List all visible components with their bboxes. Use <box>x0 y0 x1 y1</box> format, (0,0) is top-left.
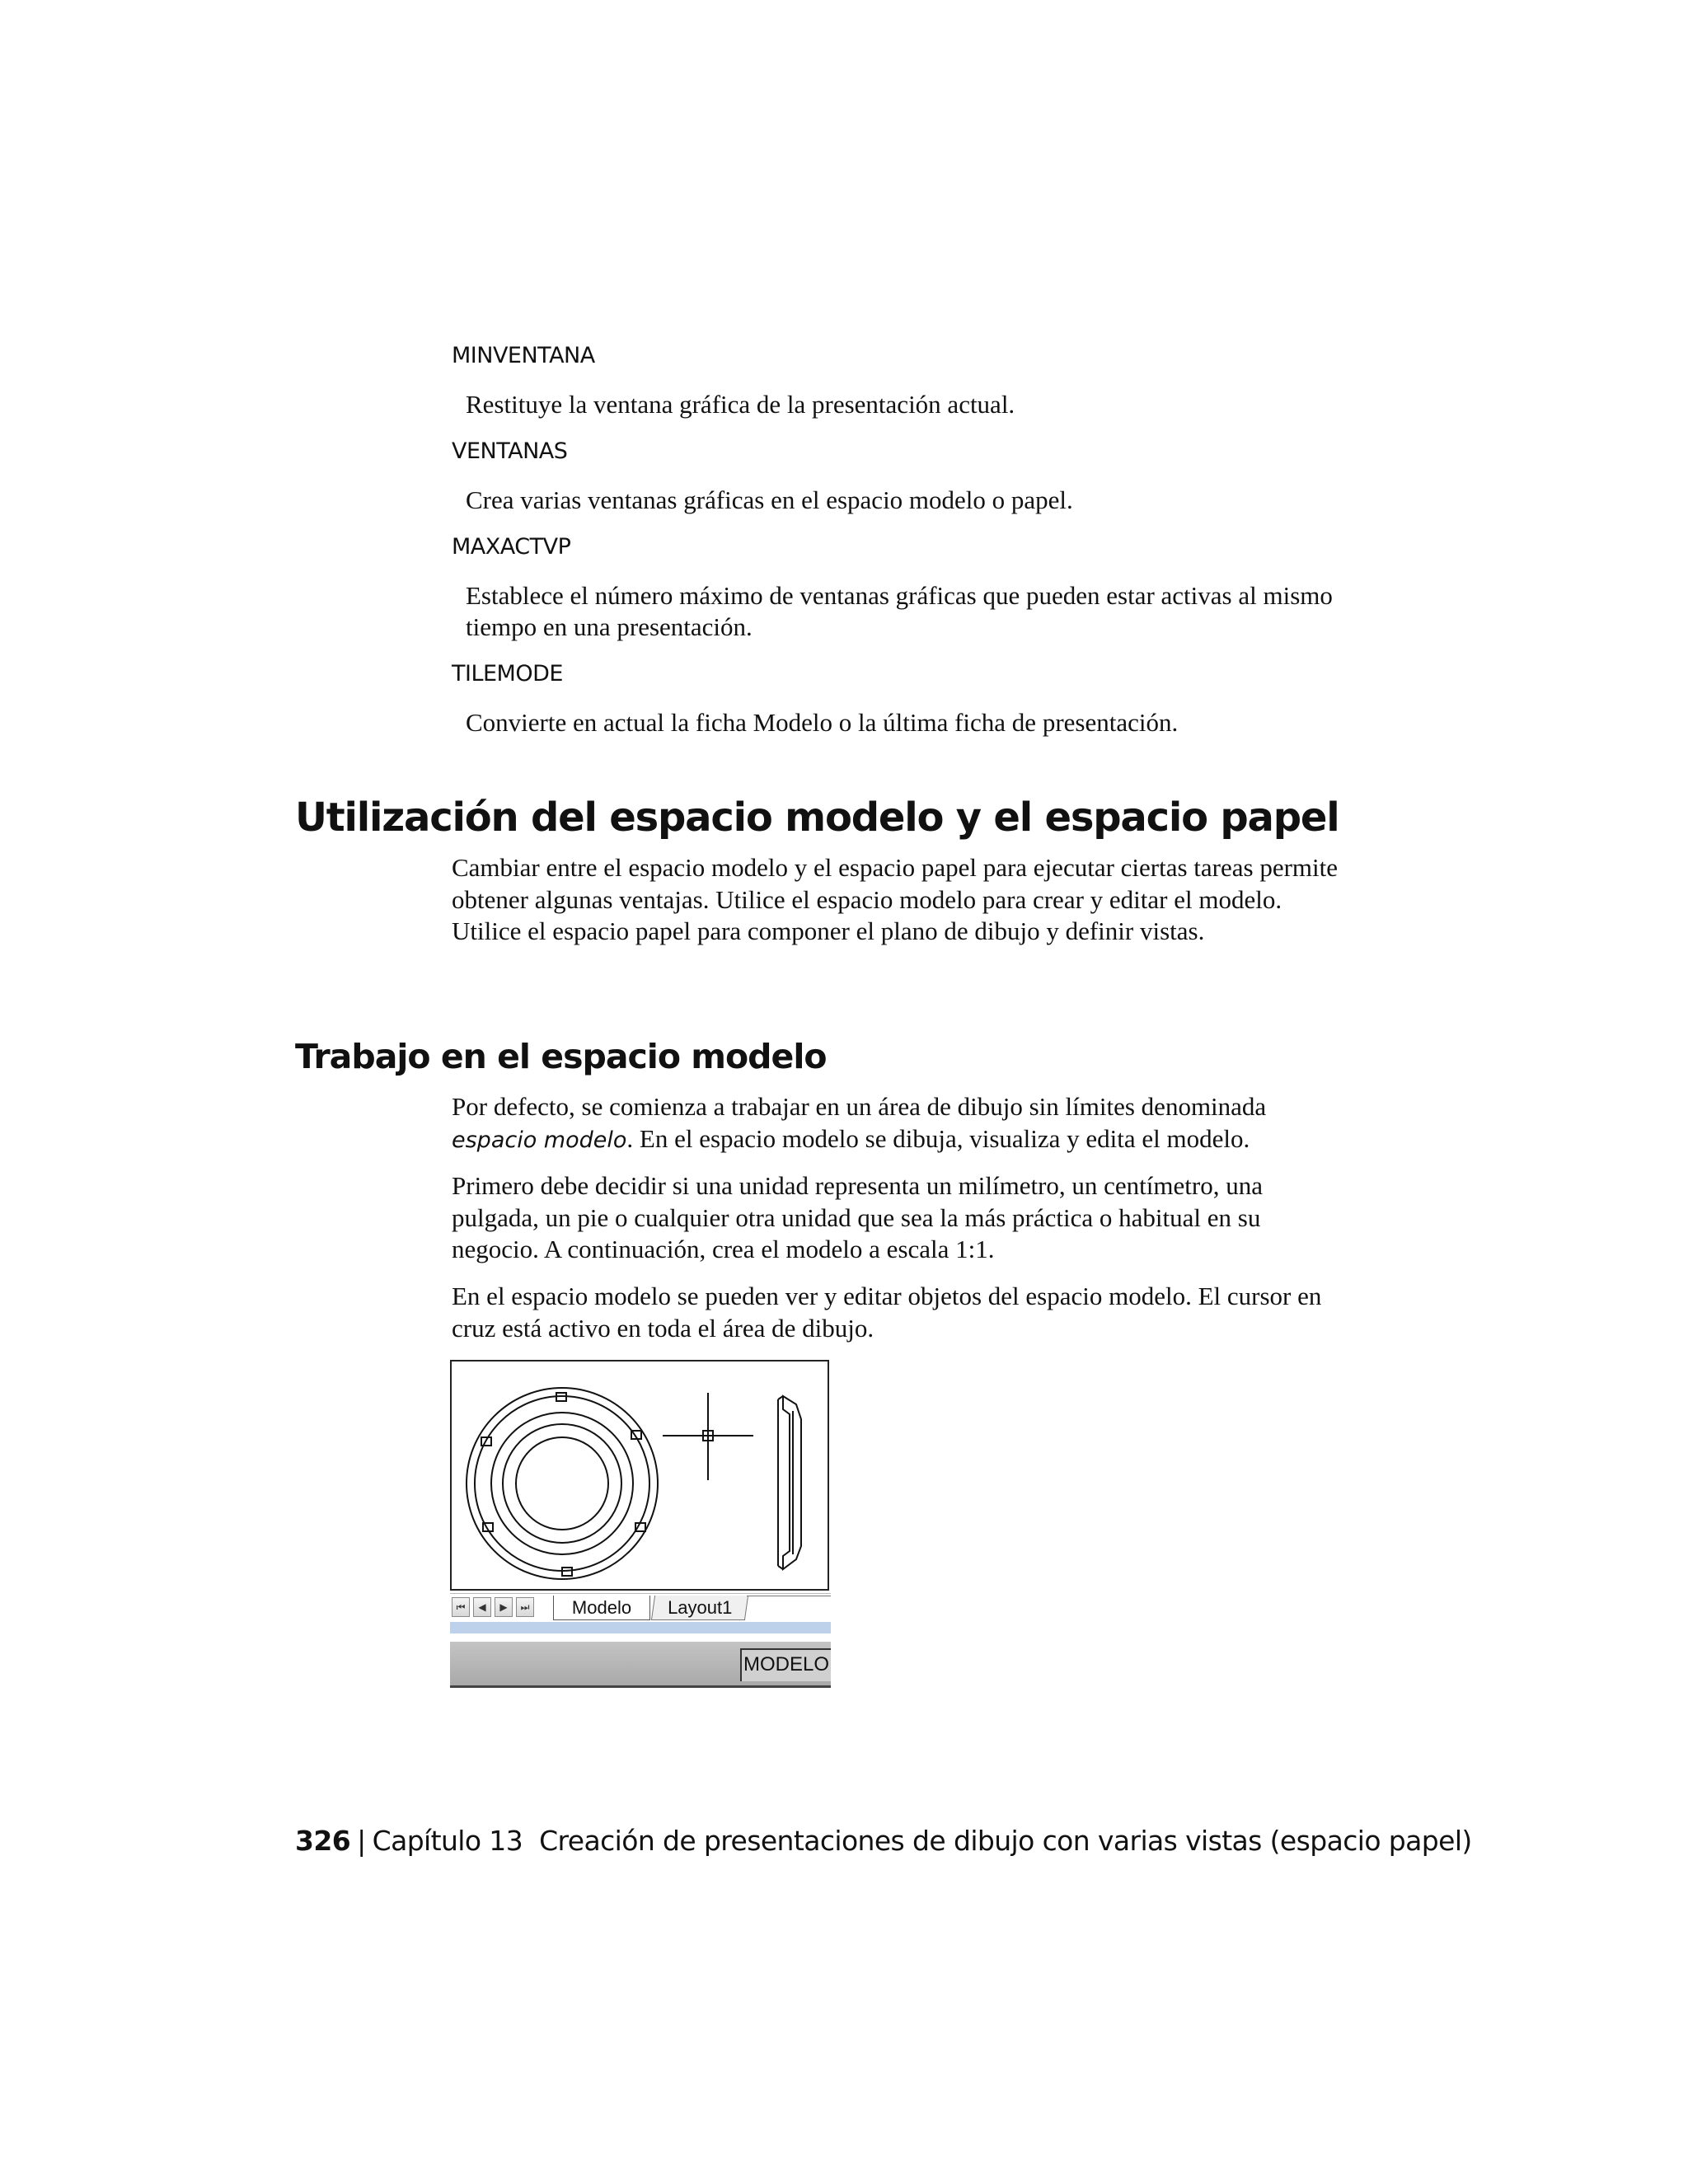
next-tab-button[interactable]: ▶ <box>495 1597 513 1617</box>
last-tab-button[interactable]: ⏭ <box>516 1597 534 1617</box>
horizontal-scrollbar[interactable] <box>450 1622 831 1633</box>
subsection-paragraph-1 <box>452 1091 1342 1156</box>
layout-tab-strip <box>450 1593 831 1620</box>
chapter-title: Creación de presentaciones de dibujo con varias vistas (espacio papel) <box>539 1825 1472 1857</box>
term-ventanas: VENTANAS <box>452 438 568 464</box>
paragraph-1-text-a: Por defecto, se comienza a trabajar en un área de dibujo sin límites denominada <box>452 1092 1267 1121</box>
subsection-paragraph-3: En el espacio modelo se pueden ver y editar objetos del espacio modelo. El cursor en cruz está activo en toda el área de dibujo. <box>452 1282 1322 1343</box>
previous-tab-button[interactable]: ◀ <box>473 1597 491 1617</box>
page-number: 326 <box>295 1825 351 1857</box>
model-space-toggle[interactable]: MODELO <box>740 1648 831 1681</box>
flange-ring-2 <box>475 1396 649 1571</box>
section-paragraph: Cambiar entre el espacio modelo y el espacio papel para ejecutar ciertas tareas permite obtener algunas ventajas. Utilice el espacio modelo para crear y editar el modelo. Utilice el espacio papel para componer el plano de dibujo y definir vistas. <box>452 853 1338 945</box>
desc-ventanas: Crea varias ventanas gráficas en el espacio modelo o papel. <box>466 485 1073 514</box>
flange-ring-3 <box>491 1413 633 1554</box>
term-maxactvp: MAXACTVP <box>452 534 571 560</box>
chapter-label: Capítulo 13 <box>372 1825 523 1857</box>
term-minventana: MINVENTANA <box>452 343 595 368</box>
desc-minventana: Restituye la ventana gráfica de la presentación actual. <box>466 390 1015 419</box>
status-bar <box>450 1642 831 1688</box>
page-footer <box>295 1823 1472 1859</box>
tab-layout1[interactable] <box>651 1596 748 1620</box>
desc-tilemode: Convierte en actual la ficha Modelo o la última ficha de presentación. <box>466 708 1179 737</box>
footer-separator: | <box>357 1825 366 1857</box>
section-heading: Utilización del espacio modelo y el espacio papel <box>295 794 1339 841</box>
paragraph-1-text-b: . En el espacio modelo se dibuja, visualiza y edita el modelo. <box>626 1123 1250 1153</box>
flange-ring-4 <box>503 1424 621 1543</box>
drawing-svg <box>452 1361 828 1589</box>
drawing-area[interactable] <box>450 1360 829 1591</box>
flange-inner-ring <box>516 1437 608 1530</box>
tab-layout1-label: Layout1 <box>667 1597 733 1618</box>
subsection-heading: Trabajo en el espacio modelo <box>295 1037 827 1076</box>
tab-modelo[interactable]: Modelo <box>553 1596 650 1620</box>
subsection-paragraph-2: Primero debe decidir si una unidad representa un milímetro, un centímetro, una pulgada, un pie o cualquier otra unidad que sea la más práctica o habitual en su negocio. A continuación, crea el modelo a escala 1:1. <box>452 1171 1263 1263</box>
term-tilemode: TILEMODE <box>452 661 563 687</box>
bolt-marker <box>562 1568 572 1576</box>
first-tab-button[interactable]: ⏮ <box>452 1597 470 1617</box>
flange-outer-ring <box>467 1388 658 1579</box>
paragraph-1-emphasis: espacio modelo <box>452 1127 627 1153</box>
model-space-screenshot <box>450 1360 831 1688</box>
desc-maxactvp: Establece el número máximo de ventanas gráficas que pueden estar activas al mismo tiempo en una presentación. <box>466 581 1333 641</box>
